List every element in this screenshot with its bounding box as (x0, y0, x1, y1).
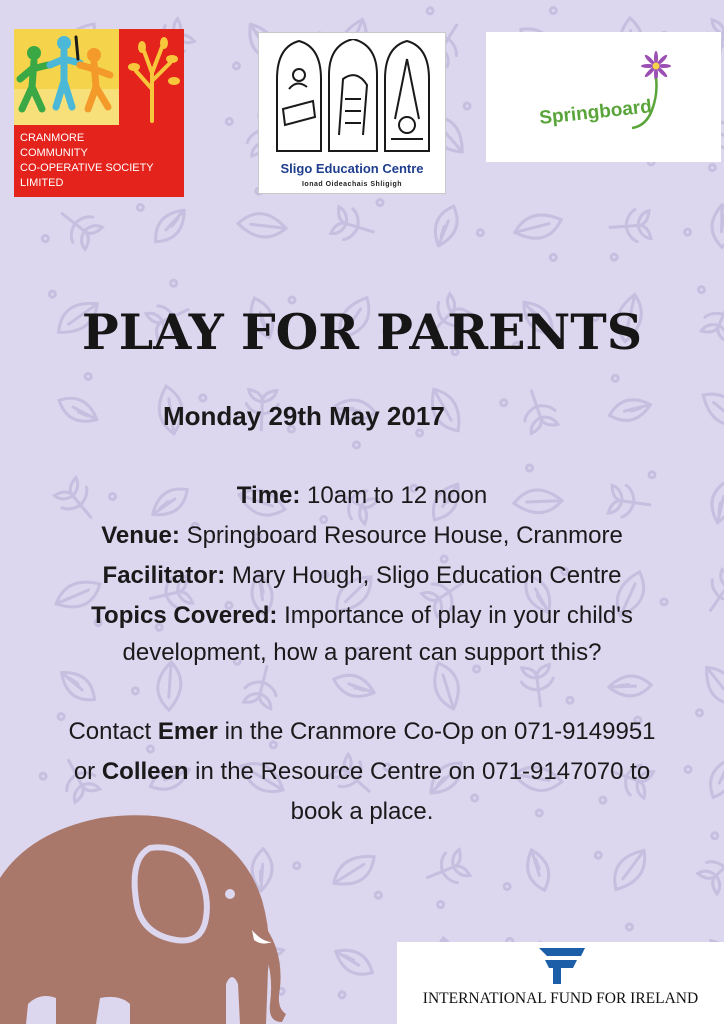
springboard-wordmark: Springboard (538, 96, 653, 129)
leaf-icon (331, 945, 376, 998)
leaf-icon (513, 202, 575, 261)
event-topics-line (0, 596, 724, 636)
elephant-icon (0, 808, 290, 1024)
contact-2-post: in the Resource Centre on 071-9147070 to (188, 758, 651, 785)
sligo-logo-title: Sligo Education Centre (280, 161, 424, 176)
leaf-icon (595, 847, 648, 891)
cranmore-line-4: LIMITED (20, 177, 64, 189)
cranmore-coop-logo (14, 29, 184, 197)
event-date: Monday 29th May 2017 (163, 401, 445, 431)
sligo-logo-subtitle: Ionad Oideachais Shligigh (301, 181, 402, 188)
leaf-icon (702, 376, 724, 427)
event-title: PLAY FOR PARENTS (81, 303, 643, 361)
leaf-icon (54, 373, 101, 428)
topics-label: Topics Covered: (91, 602, 278, 629)
topics-value-1: Importance of play in your child's (277, 602, 633, 629)
leaf-icon (500, 385, 560, 440)
venue-value: Springboard Resource House, Cranmore (179, 522, 623, 549)
leaf-icon (685, 832, 724, 896)
leaf-icon (330, 189, 384, 248)
contact-2-pre: or (73, 758, 102, 785)
contact-1-pre: Contact (68, 718, 158, 745)
time-label: Time: (236, 482, 301, 509)
leaf-icon (503, 847, 559, 906)
time-value: 10am to 12 noon (300, 482, 488, 509)
people-tree-icon (14, 29, 184, 125)
cranmore-line-2: COMMUNITY (20, 147, 88, 159)
leaf-icon (608, 209, 652, 261)
springboard-logo-art (486, 32, 721, 162)
event-topics-line-2: development, how a parent can support this? (122, 639, 602, 666)
event-facilitator-line (0, 556, 724, 596)
contact-name-emer: Emer (157, 718, 218, 745)
facilitator-value: Mary Hough, Sligo Education Centre (225, 562, 622, 589)
leaf-icon (421, 848, 477, 909)
springboard-logo (486, 32, 721, 162)
leaf-icon (228, 187, 288, 250)
sligo-education-centre-logo (258, 32, 446, 194)
ifi-logo-text: INTERNATIONAL FUND FOR IRELAND (422, 990, 699, 1007)
international-fund-for-ireland-logo (397, 942, 724, 1024)
event-venue-line (0, 516, 724, 556)
leaf-icon (137, 204, 185, 242)
event-time-line (0, 476, 724, 516)
gothic-windows-icon (273, 39, 433, 153)
leaf-icon (594, 374, 654, 431)
cranmore-logo-text (14, 125, 184, 197)
leaf-icon (333, 848, 391, 898)
venue-label: Venue: (101, 522, 180, 549)
cranmore-line-1: CRANMORE (20, 132, 85, 144)
contact-line-2 (0, 752, 724, 792)
facilitator-label: Facilitator: (102, 562, 226, 589)
contact-name-colleen: Colleen (101, 758, 189, 785)
contact-line-3: book a place. (290, 798, 434, 825)
ifi-mark-icon (537, 946, 587, 986)
leaf-icon (683, 201, 724, 260)
cranmore-line-3: CO-OPERATIVE SOCIETY (20, 162, 154, 174)
leaf-icon (41, 200, 103, 264)
leaf-icon (427, 200, 484, 251)
contact-1-post: in the Cranmore Co-Op on 071-9149951 (217, 718, 656, 745)
contact-line-1 (0, 712, 724, 752)
